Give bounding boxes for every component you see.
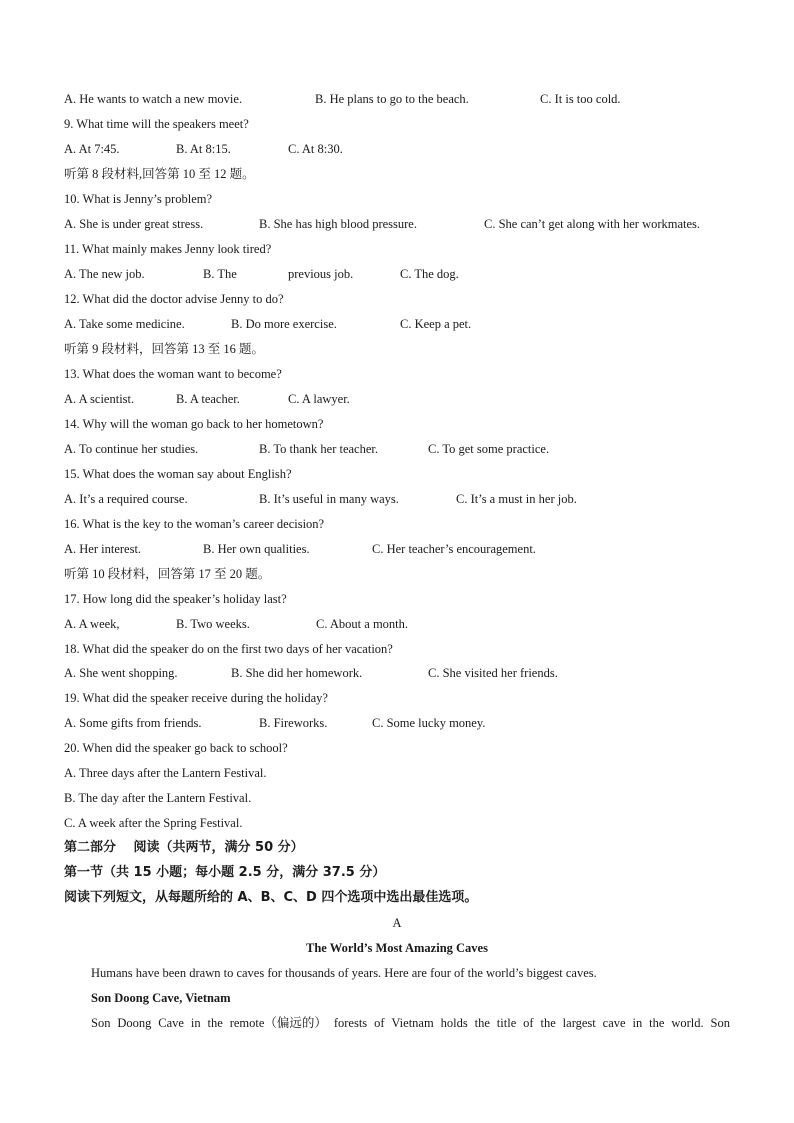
question-10: 10. What is Jenny’s problem? <box>64 192 213 206</box>
option-c[interactable]: C. She visited her friends. <box>428 666 558 680</box>
option-c[interactable]: C. To get some practice. <box>428 442 550 456</box>
option-a[interactable]: A. Take some medicine. <box>64 317 185 331</box>
question-15: 15. What does the woman say about English? <box>64 467 292 481</box>
option-c[interactable]: C. A lawyer. <box>288 392 350 406</box>
question-18: 18. What did the speaker do on the first two days of her vacation? <box>64 642 393 656</box>
option-b[interactable]: B. He plans to go to the beach. <box>315 92 469 106</box>
option-c[interactable]: C. About a month. <box>316 617 409 631</box>
section-note-9: 听第 9 段材料，回答第 13 至 16 题。 <box>64 342 265 356</box>
question-11: 11. What mainly makes Jenny look tired? <box>64 242 272 256</box>
option-c[interactable]: C. Keep a pet. <box>400 317 472 331</box>
word: largest <box>562 1016 596 1030</box>
passage-letter: A <box>392 916 402 930</box>
option-b[interactable]: B. At 8:15. <box>176 142 231 156</box>
option-a[interactable]: A. The new job. <box>64 267 145 281</box>
option-c[interactable]: C. She can’t get along with her workmates. <box>484 217 701 231</box>
option-b[interactable]: B. A teacher. <box>176 392 240 406</box>
option-b[interactable]: B. The <box>203 267 237 281</box>
option-b[interactable]: B. Two weeks. <box>176 617 250 631</box>
word: remote（偏远的） <box>229 1016 327 1030</box>
option-b[interactable]: B. To thank her teacher. <box>259 442 378 456</box>
option-b[interactable]: B. The day after the Lantern Festival. <box>64 791 252 805</box>
passage-subheading: Son Doong Cave, Vietnam <box>91 991 231 1005</box>
option-c[interactable]: C. Some lucky money. <box>372 716 486 730</box>
option-b[interactable]: B. She did her homework. <box>231 666 363 680</box>
question-12: 12. What did the doctor advise Jenny to do? <box>64 292 284 306</box>
word: in <box>632 1016 643 1030</box>
option-a[interactable]: A. Three days after the Lantern Festival. <box>64 766 267 780</box>
option-b[interactable]: B. She has high blood pressure. <box>259 217 417 231</box>
option-b[interactable]: B. Fireworks. <box>259 716 328 730</box>
passage-title: The World’s Most Amazing Caves <box>306 941 488 955</box>
word: of <box>374 1016 385 1030</box>
option-a[interactable]: A. A week, <box>64 617 120 631</box>
option-c[interactable]: C. It is too cold. <box>540 92 621 106</box>
word: Son <box>710 1016 730 1030</box>
section-note-8: 听第 8 段材料,回答第 10 至 12 题。 <box>64 167 255 181</box>
word: the <box>649 1016 665 1030</box>
word: holds <box>440 1016 468 1030</box>
option-a[interactable]: A. She went shopping. <box>64 666 178 680</box>
option-c[interactable]: C. Her teacher’s encouragement. <box>372 542 536 556</box>
option-a[interactable]: A. It’s a required course. <box>64 492 188 506</box>
option-a[interactable]: A. He wants to watch a new movie. <box>64 92 243 106</box>
question-20: 20. When did the speaker go back to school? <box>64 741 288 755</box>
option-b[interactable]: B. Her own qualities. <box>203 542 310 556</box>
option-c[interactable]: C. It’s a must in her job. <box>456 492 577 506</box>
word: Cave <box>158 1016 184 1030</box>
part2-heading: 第二部分 阅读（共两节，满分 50 分） <box>64 840 304 855</box>
word: Son <box>91 1016 111 1030</box>
option-a[interactable]: A. Some gifts from friends. <box>64 716 202 730</box>
word: Doong <box>117 1016 152 1030</box>
passage-intro: Humans have been drawn to caves for thousands of years. Here are four of the world’s biggest caves. <box>91 966 597 980</box>
word: the <box>540 1016 556 1030</box>
option-a[interactable]: A. To continue her studies. <box>64 442 199 456</box>
question-16: 16. What is the key to the woman’s career decision? <box>64 517 325 531</box>
option-a[interactable]: A. At 7:45. <box>64 142 120 156</box>
passage-paragraph-line <box>91 1014 730 1032</box>
question-14: 14. Why will the woman go back to her hometown? <box>64 417 324 431</box>
reading-instruction: 阅读下列短文，从每题所给的 A、B、C、D 四个选项中选出最佳选项。 <box>64 890 478 905</box>
option-b[interactable]: B. Do more exercise. <box>231 317 337 331</box>
word: the <box>474 1016 490 1030</box>
question-19: 19. What did the speaker receive during the holiday? <box>64 691 328 705</box>
option-b[interactable]: B. It’s useful in many ways. <box>259 492 399 506</box>
word: forests <box>333 1016 368 1030</box>
question-9: 9. What time will the speakers meet? <box>64 117 249 131</box>
section1-heading: 第一节（共 15 小题；每小题 2.5 分，满分 37.5 分） <box>64 865 386 880</box>
question-13: 13. What does the woman want to become? <box>64 367 282 381</box>
word: world. <box>671 1016 704 1030</box>
word: title <box>496 1016 517 1030</box>
question-17: 17. How long did the speaker’s holiday last? <box>64 592 287 606</box>
option-b-continued[interactable]: previous job. <box>288 267 354 281</box>
word: cave <box>602 1016 626 1030</box>
option-a[interactable]: A. A scientist. <box>64 392 135 406</box>
option-c[interactable]: C. The dog. <box>400 267 459 281</box>
option-c[interactable]: C. At 8:30. <box>288 142 343 156</box>
option-a[interactable]: A. Her interest. <box>64 542 142 556</box>
option-a[interactable]: A. She is under great stress. <box>64 217 204 231</box>
word: the <box>207 1016 223 1030</box>
section-note-10: 听第 10 段材料，回答第 17 至 20 题。 <box>64 567 271 581</box>
word: Vietnam <box>391 1016 434 1030</box>
word: in <box>190 1016 201 1030</box>
word: of <box>523 1016 534 1030</box>
option-c[interactable]: C. A week after the Spring Festival. <box>64 816 243 830</box>
